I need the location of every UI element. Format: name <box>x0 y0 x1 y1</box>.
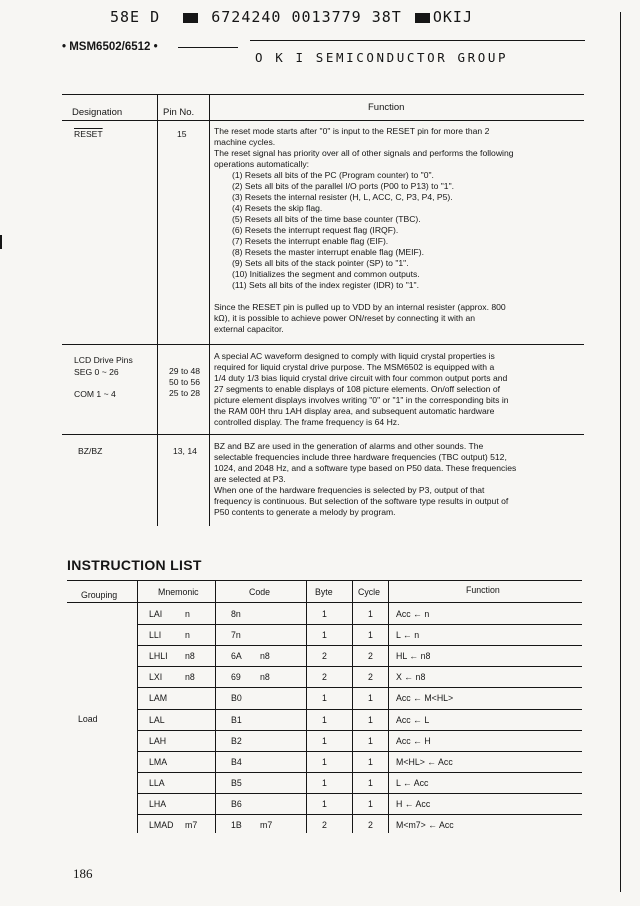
cell-func: M<m7> ← Acc <box>396 820 454 830</box>
text-line: machine cycles. <box>214 137 276 147</box>
cell-func: Acc ← L <box>396 714 430 725</box>
col-byte: Byte <box>315 587 333 597</box>
list-item: (2) Sets all bits of the parallel I/O ports (P00 to P13) to "1". <box>232 181 455 191</box>
cell-byte: 1 <box>322 693 327 704</box>
cell-mn: LLI <box>149 630 162 641</box>
cell-cycle: 2 <box>368 651 373 662</box>
cell-cycle: 1 <box>368 714 373 725</box>
cell-func: M<HL> ← Acc <box>396 756 453 767</box>
row-divider <box>137 624 582 625</box>
cell-code: 6A <box>231 651 242 662</box>
cell-func: Acc ← H <box>396 735 431 746</box>
group-title: O K I SEMICONDUCTOR GROUP <box>255 50 509 65</box>
header-code <box>110 8 473 26</box>
col-pin: Pin No. <box>163 107 195 118</box>
page-number: 186 <box>73 866 93 881</box>
scan-edge <box>620 12 621 892</box>
list-item: (7) Resets the interrupt enable flag (EIF). <box>232 236 389 246</box>
col-function: Function <box>368 102 405 113</box>
table-top-rule <box>62 94 584 95</box>
col-divider <box>209 94 210 526</box>
text-line: The reset signal has priority over all of other signals and performs the following <box>214 148 514 158</box>
text-line: 1024, and 2048 Hz, and a software type based on P50 data. These frequencies <box>214 463 517 473</box>
row-divider <box>137 709 582 710</box>
col-divider <box>388 580 389 833</box>
cell-cycle: 2 <box>368 820 373 830</box>
cell-mn: LMAD <box>149 820 174 830</box>
row-divider <box>137 645 582 646</box>
text-line: operations automatically: <box>214 159 310 169</box>
list-item: (4) Resets the skip flag. <box>232 203 323 213</box>
list-item: (6) Resets the interrupt request flag (IRQF). <box>232 225 399 235</box>
cell-byte: 1 <box>322 735 327 746</box>
cell-mn: LMA <box>149 756 168 767</box>
cell-code: B0 <box>231 693 242 704</box>
black-block-icon <box>415 13 430 23</box>
cell-code: B6 <box>231 798 242 809</box>
black-block-icon <box>183 13 198 23</box>
cell-byte: 2 <box>322 820 327 830</box>
row-divider <box>137 730 582 731</box>
col-divider <box>352 580 353 833</box>
row-divider <box>137 687 582 688</box>
table-header-rule <box>62 120 584 121</box>
col-divider <box>137 580 138 833</box>
cell-code: 8n <box>231 609 241 619</box>
list-item: (5) Resets all bits of the time base counter (TBC). <box>232 214 421 224</box>
lcd-designation-3: COM 1 ~ 4 <box>74 389 116 399</box>
cell-mn: LAH <box>149 735 167 746</box>
cell-func: HL ← n8 <box>396 651 431 662</box>
cell-arg: n8 <box>260 651 270 662</box>
list-item: (8) Resets the master interrupt enable flag (MEIF). <box>232 247 424 257</box>
col-mnemonic: Mnemonic <box>158 587 199 597</box>
cell-cycle: 1 <box>368 609 373 619</box>
row-divider <box>137 666 582 667</box>
col-divider <box>157 94 158 526</box>
cell-func: L ← n <box>396 630 420 641</box>
header-code-a: 58E D <box>110 8 161 26</box>
cell-code: B5 <box>231 777 242 788</box>
lcd-pin-3: 25 to 28 <box>169 388 201 398</box>
cell-op: n8 <box>185 651 195 662</box>
cell-byte: 1 <box>322 798 327 809</box>
row-divider <box>62 344 584 345</box>
cell-func: X ← n8 <box>396 672 426 683</box>
cell-cycle: 1 <box>368 693 373 704</box>
text-line: the RAM 00H thru 1AH display area, and subsequent automatic hardware <box>214 406 495 416</box>
cell-byte: 1 <box>322 756 327 767</box>
list-item: (1) Resets all bits of the PC (Program counter) to "0". <box>232 170 434 180</box>
text-line: A special AC waveform designed to comply with liquid crystal properties is <box>214 351 495 361</box>
cell-mn: LHLI <box>149 651 168 662</box>
col-function: Function <box>466 585 500 595</box>
col-code: Code <box>249 587 271 597</box>
itable-top-rule <box>67 580 582 581</box>
cell-code: B1 <box>231 714 242 725</box>
reset-pin: 15 <box>177 129 187 139</box>
cell-cycle: 1 <box>368 735 373 746</box>
bz-function <box>214 441 584 518</box>
cell-mn: LAM <box>149 693 168 704</box>
cell-code: 69 <box>231 672 241 683</box>
header-code-c: OKIJ <box>432 8 473 26</box>
text-line: Since the RESET pin is pulled up to VDD by an internal resister (approx. 800 <box>214 302 506 312</box>
header-code-b: 6724240 0013779 38T <box>211 8 402 26</box>
cell-byte: 1 <box>322 630 327 641</box>
bz-pin: 13, 14 <box>173 446 197 456</box>
cell-op: n8 <box>185 672 195 683</box>
cell-mn: LAL <box>149 714 165 725</box>
text-line: external capacitor. <box>214 324 284 334</box>
cell-func: Acc ← n <box>396 609 430 619</box>
lcd-function <box>214 351 584 428</box>
text-line: are selected at P3. <box>214 474 286 484</box>
cell-op: n <box>185 609 190 619</box>
lcd-pin-1: 29 to 48 <box>169 366 201 376</box>
list-item: (11) Sets all bits of the index register (IDR) to "1". <box>232 280 419 290</box>
group-load: Load <box>78 714 98 724</box>
lcd-designation-2: SEG 0 ~ 26 <box>74 367 119 377</box>
model-label: • MSM6502/6512 • <box>62 41 158 53</box>
cell-cycle: 1 <box>368 798 373 809</box>
cell-byte: 1 <box>322 714 327 725</box>
text-line: The reset mode starts after "0" is input to the RESET pin for more than 2 <box>214 126 490 136</box>
cell-byte: 1 <box>322 609 327 619</box>
text-line: controlled display. The frame frequency is 64 Hz. <box>214 417 400 427</box>
cell-cycle: 1 <box>368 777 373 788</box>
list-item: (9) Sets all bits of the stack pointer (SP) to "1". <box>232 258 409 268</box>
itable-header-rule <box>67 602 582 603</box>
cell-code: 7n <box>231 630 241 641</box>
text-line: P50 contents to generate a melody by program. <box>214 507 396 517</box>
cell-mn: LHA <box>149 798 167 809</box>
instruction-list-title: INSTRUCTION LIST <box>67 557 202 573</box>
bz-designation: BZ/BZ <box>78 446 103 456</box>
row-divider <box>137 793 582 794</box>
lcd-designation-1: LCD Drive Pins <box>74 355 133 365</box>
row-divider <box>137 772 582 773</box>
text-line: kΩ), it is possible to achieve power ON/reset by connecting it with an <box>214 313 476 323</box>
cell-mn: LXI <box>149 672 163 683</box>
cell-arg: m7 <box>260 820 273 830</box>
scan-mark <box>0 235 2 249</box>
cell-code: B2 <box>231 735 242 746</box>
col-cycle: Cycle <box>358 587 380 597</box>
cell-func: Acc ← M<HL> <box>396 693 454 704</box>
col-grouping: Grouping <box>81 590 118 600</box>
cell-op: n <box>185 630 190 641</box>
list-item: (10) Initializes the segment and common outputs. <box>232 269 420 279</box>
lcd-pin-2: 50 to 56 <box>169 377 201 387</box>
text-line: When one of the hardware frequencies is selected by P3, output of that <box>214 485 485 495</box>
model-rule <box>178 47 238 48</box>
cell-op: m7 <box>185 820 198 830</box>
cell-byte: 2 <box>322 651 327 662</box>
text-line: 1/4 duty 1/3 bias liquid crystal drive circuit with four common output ports and <box>214 373 508 383</box>
row-divider <box>137 751 582 752</box>
col-divider <box>306 580 307 833</box>
cell-func: H ← Acc <box>396 798 431 809</box>
cell-cycle: 1 <box>368 630 373 641</box>
row-divider <box>137 814 582 815</box>
text-line: required for liquid crystal drive purpose. The MSM6502 is equipped with a <box>214 362 495 372</box>
text-line: selectable frequencies include three hardware frequencies (TBC output) 512, <box>214 452 507 462</box>
cell-code: B4 <box>231 756 242 767</box>
text-line: 27 segments to enable displays of 108 picture elements. On/off selection of <box>214 384 500 394</box>
reset-function <box>214 126 584 335</box>
cell-cycle: 1 <box>368 756 373 767</box>
text-line: picture element displays involves writing "0" or "1" in the corresponding bits in <box>214 395 509 405</box>
cell-mn: LLA <box>149 777 165 788</box>
cell-arg: n8 <box>260 672 270 683</box>
cell-code: 1B <box>231 820 242 830</box>
cell-byte: 1 <box>322 777 327 788</box>
col-designation: Designation <box>72 107 123 118</box>
cell-cycle: 2 <box>368 672 373 683</box>
reset-designation: RESET <box>74 129 103 139</box>
col-divider <box>215 580 216 833</box>
cell-mn: LAI <box>149 609 163 619</box>
row-divider <box>62 434 584 435</box>
text-line: BZ and BZ are used in the generation of alarms and other sounds. The <box>214 441 484 451</box>
header-rule <box>250 40 585 41</box>
list-item: (3) Resets the internal resister (H, L, ACC, C, P3, P4, P5). <box>232 192 453 202</box>
cell-byte: 2 <box>322 672 327 683</box>
text-line: frequency is continuous. But selection of the software type results in output of <box>214 496 509 506</box>
cell-func: L ← Acc <box>396 777 429 788</box>
